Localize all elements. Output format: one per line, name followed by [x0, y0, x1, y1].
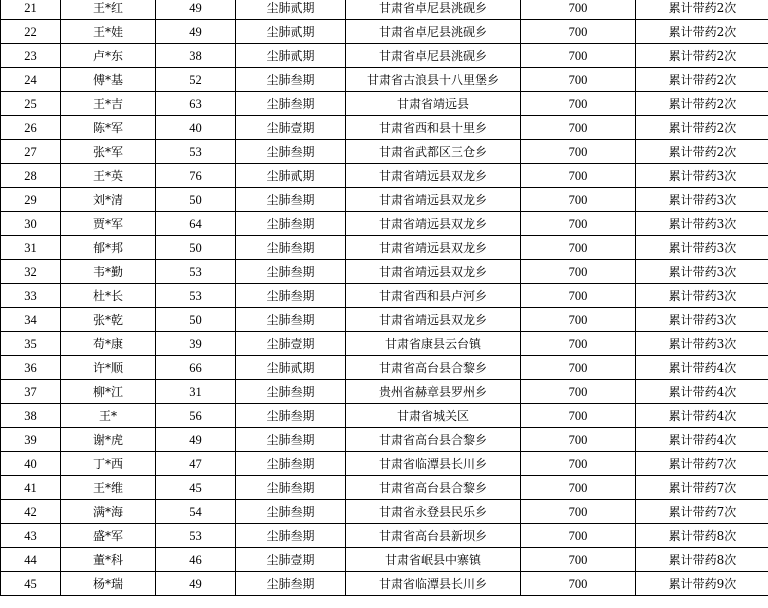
cell-note: 累计带药2次 — [636, 116, 768, 140]
cell-age: 46 — [156, 548, 236, 572]
cell-note: 累计带药2次 — [636, 0, 768, 20]
cell-address: 甘肃省武都区三仓乡 — [346, 140, 521, 164]
cell-age: 49 — [156, 572, 236, 596]
cell-index: 41 — [1, 476, 61, 500]
cell-index: 22 — [1, 20, 61, 44]
cell-stage: 尘肺贰期 — [236, 20, 346, 44]
cell-note: 累计带药3次 — [636, 332, 768, 356]
cell-age: 52 — [156, 68, 236, 92]
cell-address: 甘肃省靖远县双龙乡 — [346, 236, 521, 260]
cell-amount: 700 — [521, 44, 636, 68]
cell-address: 甘肃省西和县十里乡 — [346, 116, 521, 140]
cell-note: 累计带药3次 — [636, 284, 768, 308]
cell-age: 49 — [156, 0, 236, 20]
cell-amount: 700 — [521, 332, 636, 356]
cell-note: 累计带药4次 — [636, 428, 768, 452]
cell-note: 累计带药7次 — [636, 476, 768, 500]
cell-stage: 尘肺叁期 — [236, 452, 346, 476]
cell-name: 王*吉 — [61, 92, 156, 116]
cell-amount: 700 — [521, 140, 636, 164]
cell-amount: 700 — [521, 572, 636, 596]
cell-age: 38 — [156, 44, 236, 68]
table-row — [1, 260, 768, 284]
cell-name: 苟*康 — [61, 332, 156, 356]
cell-age: 53 — [156, 260, 236, 284]
cell-age: 76 — [156, 164, 236, 188]
cell-note: 累计带药3次 — [636, 260, 768, 284]
cell-index: 33 — [1, 284, 61, 308]
cell-name: 王*红 — [61, 0, 156, 20]
cell-stage: 尘肺叁期 — [236, 476, 346, 500]
cell-stage: 尘肺贰期 — [236, 356, 346, 380]
table-row — [1, 380, 768, 404]
cell-stage: 尘肺壹期 — [236, 332, 346, 356]
cell-index: 30 — [1, 212, 61, 236]
cell-stage: 尘肺叁期 — [236, 428, 346, 452]
cell-name: 杜*长 — [61, 284, 156, 308]
cell-stage: 尘肺叁期 — [236, 524, 346, 548]
cell-index: 39 — [1, 428, 61, 452]
cell-address: 甘肃省永登县民乐乡 — [346, 500, 521, 524]
cell-note: 累计带药2次 — [636, 140, 768, 164]
cell-age: 40 — [156, 116, 236, 140]
cell-amount: 700 — [521, 476, 636, 500]
cell-address: 甘肃省高台县合黎乡 — [346, 476, 521, 500]
cell-name: 董*科 — [61, 548, 156, 572]
table-row — [1, 452, 768, 476]
cell-index: 25 — [1, 92, 61, 116]
cell-amount: 700 — [521, 548, 636, 572]
cell-index: 37 — [1, 380, 61, 404]
table-row — [1, 20, 768, 44]
table-row — [1, 476, 768, 500]
cell-stage: 尘肺叁期 — [236, 404, 346, 428]
cell-stage: 尘肺叁期 — [236, 308, 346, 332]
cell-note: 累计带药4次 — [636, 356, 768, 380]
cell-age: 64 — [156, 212, 236, 236]
table-row — [1, 332, 768, 356]
cell-index: 26 — [1, 116, 61, 140]
cell-stage: 尘肺叁期 — [236, 284, 346, 308]
table-row — [1, 140, 768, 164]
cell-stage: 尘肺叁期 — [236, 140, 346, 164]
cell-index: 36 — [1, 356, 61, 380]
cell-address: 甘肃省临潭县长川乡 — [346, 452, 521, 476]
cell-index: 45 — [1, 572, 61, 596]
cell-age: 47 — [156, 452, 236, 476]
cell-stage: 尘肺壹期 — [236, 548, 346, 572]
table-row — [1, 524, 768, 548]
cell-index: 32 — [1, 260, 61, 284]
cell-amount: 700 — [521, 284, 636, 308]
cell-address: 甘肃省靖远县双龙乡 — [346, 308, 521, 332]
cell-index: 35 — [1, 332, 61, 356]
table-row — [1, 164, 768, 188]
cell-address: 甘肃省靖远县双龙乡 — [346, 260, 521, 284]
cell-index: 24 — [1, 68, 61, 92]
cell-name: 谢*虎 — [61, 428, 156, 452]
cell-amount: 700 — [521, 212, 636, 236]
cell-note: 累计带药3次 — [636, 212, 768, 236]
cell-stage: 尘肺壹期 — [236, 116, 346, 140]
table-row — [1, 572, 768, 596]
cell-note: 累计带药7次 — [636, 452, 768, 476]
cell-amount: 700 — [521, 500, 636, 524]
cell-name: 杨*瑞 — [61, 572, 156, 596]
cell-name: 傅*基 — [61, 68, 156, 92]
cell-stage: 尘肺叁期 — [236, 236, 346, 260]
cell-stage: 尘肺叁期 — [236, 188, 346, 212]
cell-address: 甘肃省靖远县双龙乡 — [346, 212, 521, 236]
cell-amount: 700 — [521, 452, 636, 476]
cell-age: 31 — [156, 380, 236, 404]
cell-address: 贵州省赫章县罗州乡 — [346, 380, 521, 404]
cell-amount: 700 — [521, 428, 636, 452]
cell-name: 盛*军 — [61, 524, 156, 548]
table-row — [1, 188, 768, 212]
cell-address: 甘肃省高台县新坝乡 — [346, 524, 521, 548]
cell-note: 累计带药3次 — [636, 188, 768, 212]
cell-note: 累计带药2次 — [636, 20, 768, 44]
cell-stage: 尘肺叁期 — [236, 212, 346, 236]
cell-address: 甘肃省城关区 — [346, 404, 521, 428]
cell-note: 累计带药3次 — [636, 308, 768, 332]
cell-name: 满*海 — [61, 500, 156, 524]
cell-note: 累计带药2次 — [636, 68, 768, 92]
cell-index: 27 — [1, 140, 61, 164]
cell-name: 贾*军 — [61, 212, 156, 236]
cell-name: 丁*西 — [61, 452, 156, 476]
cell-age: 50 — [156, 236, 236, 260]
cell-index: 44 — [1, 548, 61, 572]
cell-amount: 700 — [521, 524, 636, 548]
cell-stage: 尘肺贰期 — [236, 0, 346, 20]
cell-name: 陈*军 — [61, 116, 156, 140]
cell-age: 49 — [156, 428, 236, 452]
table-row — [1, 356, 768, 380]
cell-address: 甘肃省卓尼县洮砚乡 — [346, 0, 521, 20]
cell-amount: 700 — [521, 356, 636, 380]
table-body — [1, 0, 768, 596]
cell-age: 54 — [156, 500, 236, 524]
cell-note: 累计带药9次 — [636, 572, 768, 596]
cell-index: 38 — [1, 404, 61, 428]
cell-address: 甘肃省卓尼县洮砚乡 — [346, 20, 521, 44]
cell-stage: 尘肺叁期 — [236, 500, 346, 524]
cell-index: 40 — [1, 452, 61, 476]
table-row — [1, 308, 768, 332]
cell-name: 张*乾 — [61, 308, 156, 332]
table-row — [1, 404, 768, 428]
cell-name: 张*军 — [61, 140, 156, 164]
cell-age: 66 — [156, 356, 236, 380]
cell-stage: 尘肺叁期 — [236, 260, 346, 284]
cell-age: 49 — [156, 20, 236, 44]
cell-index: 21 — [1, 0, 61, 20]
cell-index: 31 — [1, 236, 61, 260]
cell-address: 甘肃省古浪县十八里堡乡 — [346, 68, 521, 92]
cell-name: 王* — [61, 404, 156, 428]
cell-index: 43 — [1, 524, 61, 548]
cell-address: 甘肃省靖远县双龙乡 — [346, 164, 521, 188]
table-row — [1, 44, 768, 68]
cell-note: 累计带药4次 — [636, 380, 768, 404]
cell-amount: 700 — [521, 260, 636, 284]
cell-address: 甘肃省岷县中寨镇 — [346, 548, 521, 572]
cell-age: 50 — [156, 308, 236, 332]
cell-amount: 700 — [521, 20, 636, 44]
cell-index: 42 — [1, 500, 61, 524]
cell-address: 甘肃省靖远县 — [346, 92, 521, 116]
cell-name: 柳*江 — [61, 380, 156, 404]
cell-amount: 700 — [521, 116, 636, 140]
cell-age: 53 — [156, 524, 236, 548]
cell-address: 甘肃省康县云台镇 — [346, 332, 521, 356]
cell-amount: 700 — [521, 92, 636, 116]
cell-note: 累计带药8次 — [636, 548, 768, 572]
cell-age: 53 — [156, 284, 236, 308]
cell-amount: 700 — [521, 308, 636, 332]
cell-note: 累计带药2次 — [636, 92, 768, 116]
cell-age: 56 — [156, 404, 236, 428]
cell-note: 累计带药3次 — [636, 164, 768, 188]
table-row — [1, 116, 768, 140]
cell-age: 50 — [156, 188, 236, 212]
table-row — [1, 92, 768, 116]
cell-note: 累计带药4次 — [636, 404, 768, 428]
cell-address: 甘肃省西和县卢河乡 — [346, 284, 521, 308]
cell-address: 甘肃省高台县合黎乡 — [346, 356, 521, 380]
cell-note: 累计带药8次 — [636, 524, 768, 548]
table-row — [1, 428, 768, 452]
cell-name: 王*维 — [61, 476, 156, 500]
cell-amount: 700 — [521, 188, 636, 212]
cell-name: 刘*清 — [61, 188, 156, 212]
cell-amount: 700 — [521, 380, 636, 404]
table-row — [1, 500, 768, 524]
cell-age: 53 — [156, 140, 236, 164]
table-row — [1, 0, 768, 20]
cell-stage: 尘肺贰期 — [236, 164, 346, 188]
cell-name: 王*英 — [61, 164, 156, 188]
cell-index: 34 — [1, 308, 61, 332]
cell-address: 甘肃省卓尼县洮砚乡 — [346, 44, 521, 68]
cell-name: 韦*勤 — [61, 260, 156, 284]
cell-note: 累计带药3次 — [636, 236, 768, 260]
table-row — [1, 68, 768, 92]
cell-stage: 尘肺叁期 — [236, 380, 346, 404]
cell-stage: 尘肺叁期 — [236, 572, 346, 596]
cell-note: 累计带药2次 — [636, 44, 768, 68]
table-row — [1, 212, 768, 236]
table-row — [1, 548, 768, 572]
cell-amount: 700 — [521, 236, 636, 260]
cell-amount: 700 — [521, 164, 636, 188]
cell-amount: 700 — [521, 404, 636, 428]
cell-index: 28 — [1, 164, 61, 188]
cell-age: 63 — [156, 92, 236, 116]
cell-amount: 700 — [521, 68, 636, 92]
cell-address: 甘肃省临潭县长川乡 — [346, 572, 521, 596]
table-row — [1, 236, 768, 260]
cell-stage: 尘肺贰期 — [236, 44, 346, 68]
cell-note: 累计带药7次 — [636, 500, 768, 524]
cell-index: 23 — [1, 44, 61, 68]
cell-amount: 700 — [521, 0, 636, 20]
table-row — [1, 284, 768, 308]
cell-name: 郁*邦 — [61, 236, 156, 260]
cell-index: 29 — [1, 188, 61, 212]
cell-stage: 尘肺叁期 — [236, 68, 346, 92]
cell-address: 甘肃省高台县合黎乡 — [346, 428, 521, 452]
cell-address: 甘肃省靖远县双龙乡 — [346, 188, 521, 212]
cell-name: 许*顺 — [61, 356, 156, 380]
cell-stage: 尘肺叁期 — [236, 92, 346, 116]
cell-age: 39 — [156, 332, 236, 356]
cell-age: 45 — [156, 476, 236, 500]
cell-name: 卢*东 — [61, 44, 156, 68]
cell-name: 王*娃 — [61, 20, 156, 44]
